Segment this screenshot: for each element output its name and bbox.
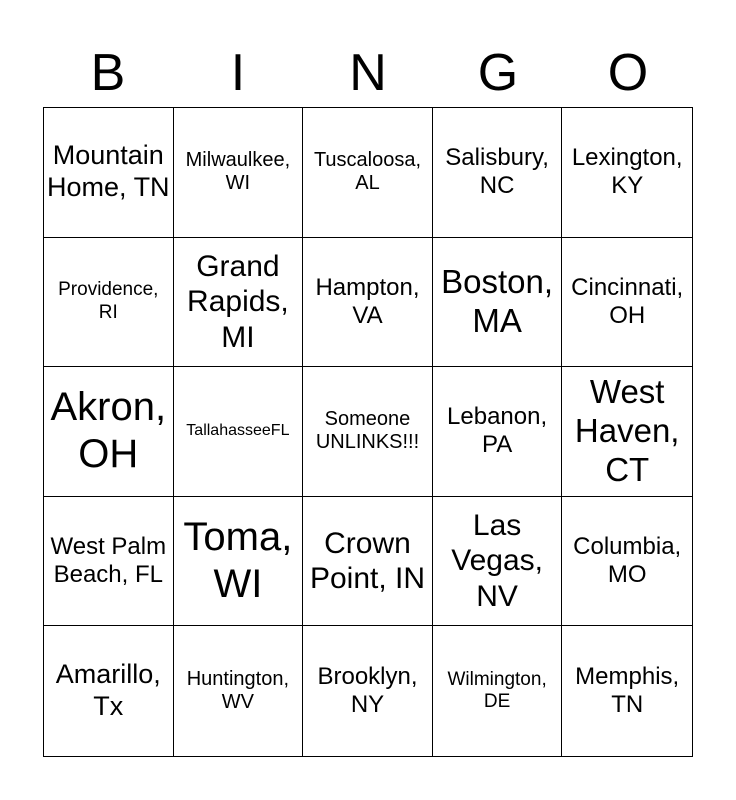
header-letter-i: I [230,44,246,102]
bingo-cell-r3c5[interactable] [562,367,692,497]
bingo-cell-r5c2[interactable] [174,626,304,756]
bingo-cell-r5c5[interactable] [562,626,692,756]
bingo-cell-r3c2[interactable] [174,367,304,497]
bingo-cell-r2c4[interactable] [433,238,563,368]
cell-label: Lebanon, PA [447,403,548,459]
cell-label: Columbia, MO [573,532,682,589]
header-letter-g: G [477,44,519,102]
cell-label: Toma, WI [183,514,293,607]
cell-label: West Palm Beach, FL [50,532,167,589]
cell-label: Las Vegas, NV [451,509,543,613]
header-letter-o: O [607,44,649,102]
bingo-cell-r4c5[interactable] [562,497,692,627]
cell-label: TallahasseeFL [186,422,290,440]
cell-label: Someone UNLINKS!!! [315,407,420,454]
bingo-cell-r4c4[interactable] [433,497,563,627]
bingo-cell-r2c2[interactable] [174,238,304,368]
bingo-cell-r4c1[interactable] [44,497,174,627]
cell-label: Huntington, WV [186,667,290,714]
bingo-board [43,107,693,757]
cell-label: Milwaulkee, WI [185,148,291,195]
cell-label: Providence, RI [58,279,159,323]
bingo-cell-r5c4[interactable] [433,626,563,756]
bingo-cell-r5c3[interactable] [303,626,433,756]
bingo-cell-r3c4[interactable] [433,367,563,497]
bingo-cell-r3c3[interactable] [303,367,433,497]
bingo-cell-r4c3[interactable] [303,497,433,627]
cell-label: Hampton, VA [315,273,420,329]
cell-label: West Haven, CT [574,373,680,488]
bingo-header [43,40,693,106]
bingo-cell-r2c5[interactable] [562,238,692,368]
header-letter-n: N [349,44,387,102]
bingo-cell-r3c1[interactable] [44,367,174,497]
bingo-cell-r1c3[interactable] [303,108,433,238]
bingo-cell-r1c5[interactable] [562,108,692,238]
cell-label: Memphis, TN [575,662,680,719]
bingo-cell-r1c2[interactable] [174,108,304,238]
header-letter-b: B [90,44,126,102]
cell-label: Salisbury, NC [445,143,549,200]
bingo-cell-r1c1[interactable] [44,108,174,238]
cell-label: Lexington, KY [571,143,683,200]
bingo-cell-r4c2[interactable] [174,497,304,627]
bingo-cell-r5c1[interactable] [44,626,174,756]
bingo-cell-r1c4[interactable] [433,108,563,238]
cell-label: Boston, MA [441,262,554,339]
cell-label: Tuscaloosa, AL [313,148,422,195]
bingo-cell-r2c3[interactable] [303,238,433,368]
cell-label: Mountain Home, TN [47,140,170,203]
bingo-cell-r2c1[interactable] [44,238,174,368]
cell-label: Crown Point, IN [309,526,426,596]
cell-label: Brooklyn, NY [317,662,418,719]
cell-label: Grand Rapids, MI [187,249,289,354]
cell-label: Cincinnati, OH [571,273,684,329]
cell-label: Wilmington, DE [447,668,547,713]
cell-label: Amarillo, Tx [55,659,161,722]
cell-label: Akron, OH [50,385,167,477]
